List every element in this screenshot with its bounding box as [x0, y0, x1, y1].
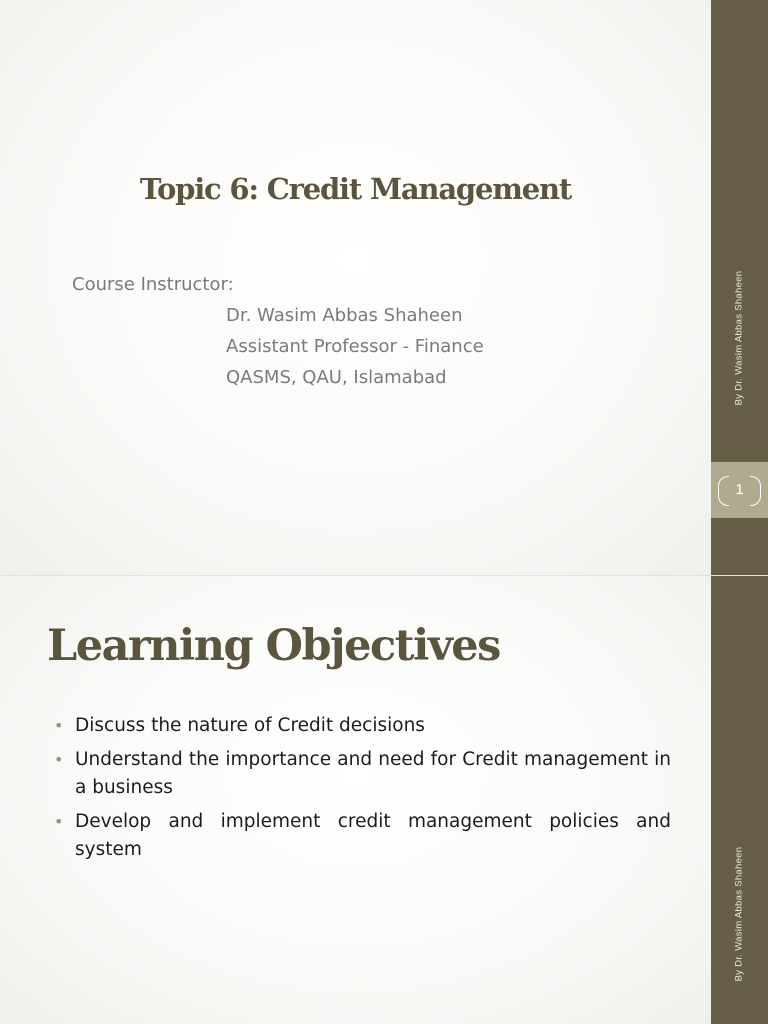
- instructor-affiliation: QASMS, QAU, Islamabad: [226, 367, 447, 388]
- bullet-icon: •: [54, 716, 64, 735]
- instructor-label: Course Instructor:: [72, 274, 234, 295]
- instructor-name: Dr. Wasim Abbas Shaheen: [226, 305, 463, 326]
- instructor-position: Assistant Professor - Finance: [226, 336, 484, 357]
- objective-text: Understand the importance and need for Credit management in a business: [75, 749, 671, 798]
- list-item: [54, 712, 671, 740]
- slide-number-badge: [711, 462, 768, 518]
- slide-number: 1: [735, 481, 744, 498]
- slide-1-title: Topic 6: Credit Management: [139, 172, 572, 206]
- list-item: [54, 808, 671, 864]
- objectives-list: [54, 712, 671, 870]
- bullet-icon: •: [54, 812, 64, 831]
- objective-text: Develop and implement credit management policies and system: [75, 811, 671, 860]
- bullet-icon: •: [54, 750, 64, 769]
- slide-1-sidebar-author-text: By Dr. Wasim Abbas Shaheen: [733, 270, 745, 406]
- slide-2-sidebar-author-text: By Dr. Wasim Abbas Shaheen: [733, 846, 745, 982]
- slide-2-title: Learning Objectives: [47, 621, 500, 671]
- list-item: [54, 746, 671, 802]
- objective-text: Discuss the nature of Credit decisions: [75, 715, 425, 736]
